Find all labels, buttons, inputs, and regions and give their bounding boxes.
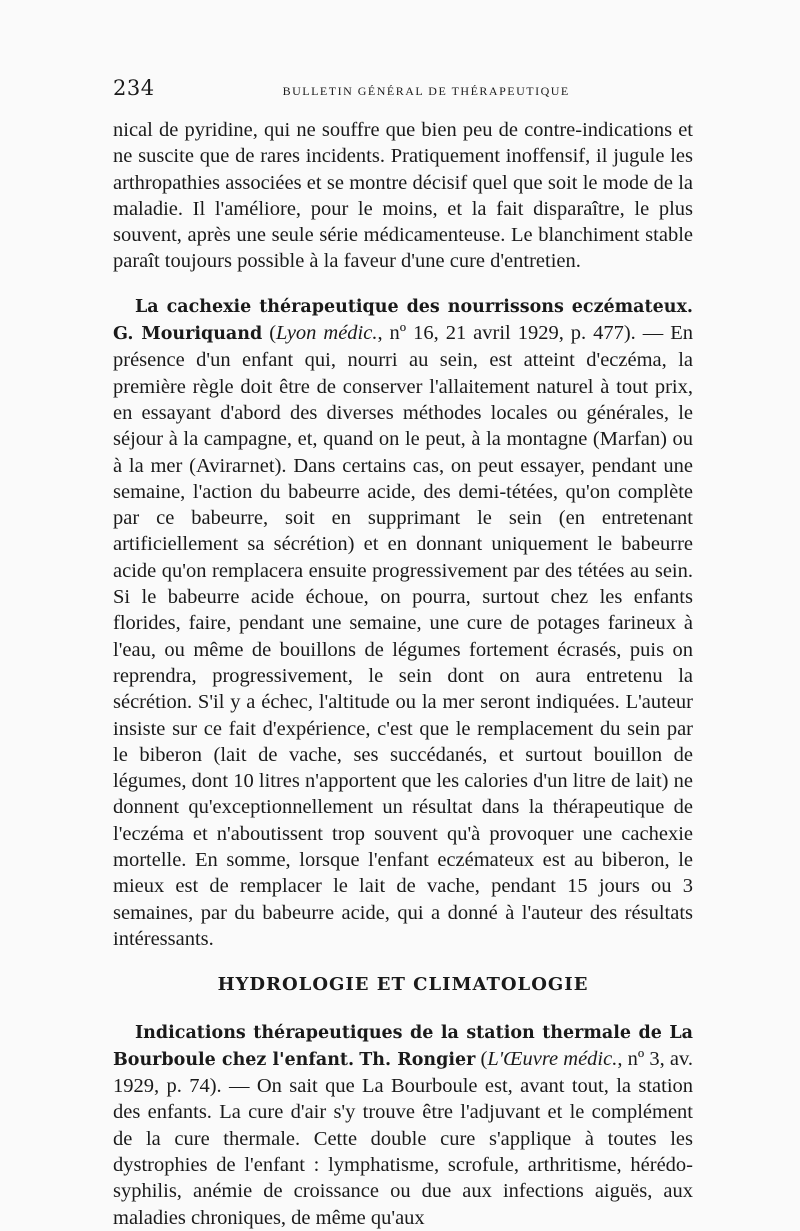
paragraph-continuation: nical de pyridine, qui ne souffre que bien peu de contre-indications et ne suscite que de rares incidents. Pratiquement inoffensif, il jugule les arthropathies associées et se montre décisif quel que soit le mode de la maladie. Il l'améliore, pour le moins, et la fait disparaître, le plus souvent, après une seule série médicamenteuse. Le blanchiment stable paraît toujours possible à la faveur d'une cure d'entretien. [113,119,693,273]
article-body: On sait que La Bourboule est, avant tout, la station des enfants. La cure d'air s'y trouve être l'adjuvant et le complément de la cure thermale. Cette double cure s'applique à toutes les dystrophies de l'enfant : lymphatisme, scrofule, arthritisme, hérédo-syphilis, anémie de croissance ou due aux infections aiguës, aux maladies chroniques, de même qu'aux [113,1075,694,1229]
article-author: Th. Rongier [359,1049,476,1070]
citation: , nº 3, av. 1929, p. 74). — [113,1047,694,1098]
article-body: En présence d'un enfant qui, nourri au sein, est atteint d'eczéma, la première règle doit être de conserver l'allaitement naturel à tout prix, en essayant d'abord des diverses méthodes locales ou générales, le séjour à la campagne, et, quand on le peut, à la montagne (Marfan) ou à la mer (Avirагnet). Dans certains cas, on peut essayer, pendant une semaine, l'action du babeurre acide, des demi-tétées, qu'on complète par ce babeurre, soit en supprimant le sein (en entretenant artificiellement sa sécrétion) et en donnant uniquement le babeurre acide qu'on remplacera ensuite progressivement par des tétées au sein. Si le babeurre acide échoue, on pourra, surtout chez les enfants floridеs, faire, pendant une semaine, une cure de potages farineux à l'eau, ou même de bouillons de légumes fortement écrasés, puis on reprendra, progressivement, le sein dont on aura entretenu la sécrétion. S'il y a échec, l'altitude ou la mer seront indiquées. L'auteur insiste sur ce fait d'expérience, c'est que le remplacement du sein par le biberon (lait de vache, ses succédanés, et surtout bouillon de légumes, dont 10 litres n'apportent que les calories d'un litre de lait) ne donnent qu'exceptionnellement un résultat dans la thérapeutique de l'eczéma et n'aboutissent trop souvent qu'à provoquer une cachexie mortelle. En somme, lorsque l'enfant eczémateux est au biberon, le mieux est de remplacer le lait de vache, pendant 15 jours ou 3 semaines, par du babeurre acide, qui a donné à l'auteur des résultats intéressants. [113,322,694,950]
article-title: La cachexie thérapeutique des nourrissons eczémateux. [135,296,693,317]
article-author: G. Mouriquand [113,324,263,345]
journal-name: Lyon médic. [276,322,378,345]
section-heading: HYDROLOGIE ET CLIMATOLOGIE [217,974,589,996]
article-title: Indications thérapeutiques de la station thermale de La Bourboule chez l'enfant. [113,1022,693,1070]
citation: , nº 16, 21 avril 1929, p. 477). — [377,322,664,345]
article-abstract-bourboule: Indications thérapeutiques de la station thermale de La Bourboule chez l'enfant. Th. Rongier (L'Œuvre médic., nº 3, av. 1929, p. 74). — On sait que La Bourboule est, avant tout, la station des enfants. La cure d'air s'y trouve être l'adjuvant et le complément de la cure thermale. Cette double cure s'applique à toutes les dystrophies de l'enfant : lymphatisme, scrofule, arthritisme, hérédo-syphilis, anémie de croissance ou due aux infections aiguës, aux maladies chroniques, de même qu'aux [113,1022,694,1229]
page-number: 234 [113,76,155,100]
journal-name: L'Œuvre médic. [487,1047,618,1070]
page-body [113,117,693,1231]
article-abstract-cachexie: La cachexie thérapeutique des nourrissons eczémateux. G. Mouriquand (Lyon médic., nº 16, 21 avril 1929, p. 477). — En présence d'un enfant qui, nourri au sein, est atteint d'eczéma, la première règle doit être de conserver l'allaitement naturel à tout prix, en essayant d'abord des diverses méthodes locales ou générales, le séjour à la campagne, et, quand on le peut, à la montagne (Marfan) ou à la mer (Avirагnet). Dans certains cas, on peut essayer, pendant une semaine, l'action du babeurre acide, des demi-tétées, qu'on complète par ce babeurre, soit en supprimant le sein (en entretenant artificiellement sa sécrétion) et en donnant uniquement le babeurre acide qu'on remplacera ensuite progressivement par des tétées au sein. Si le babeurre acide échoue, on pourra, surtout chez les enfants floridеs, faire, pendant une semaine, une cure de potages farineux à l'eau, ou même de bouillons de légumes fortement écrasés, puis on reprendra, progressivement, le sein dont on aura entretenu la sécrétion. S'il y a échec, l'altitude ou la mer seront indiquées. L'auteur insiste sur ce fait d'expérience, c'est que le remplacement du sein par le biberon (lait de vache, ses succédanés, et surtout bouillon de légumes, dont 10 litres n'apportent que les calories d'un litre de lait) ne donnent qu'exceptionnellement un résultat dans la thérapeutique de l'eczéma et n'aboutissent trop souvent qu'à provoquer une cachexie mortelle. En somme, lorsque l'enfant eczémateux est au biberon, le mieux est de remplacer le lait de vache, pendant 15 jours ou 3 semaines, par du babeurre acide, qui a donné à l'auteur des résultats intéressants. [113,296,694,950]
running-title: BULLETIN GÉNÉRAL DE THÉRAPEUTIQUE [282,84,570,98]
page-header [113,76,693,98]
